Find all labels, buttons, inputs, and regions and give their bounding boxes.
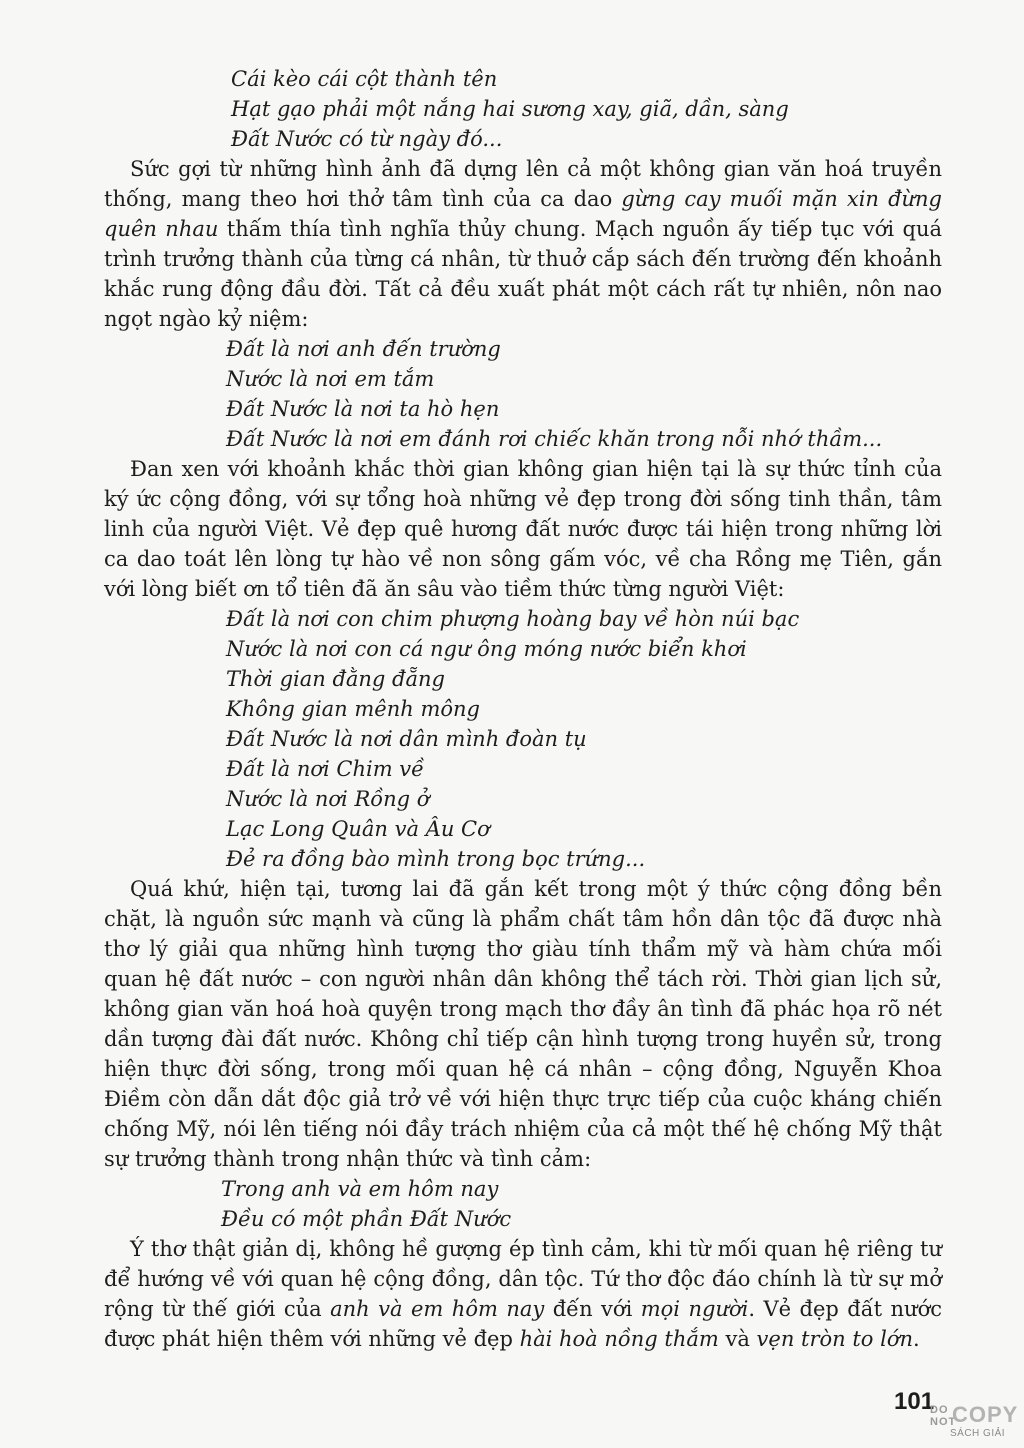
paragraph-italic-phrase: hài hoà nồng thắm <box>519 1327 719 1351</box>
verse-block-2 <box>104 334 942 454</box>
verse-line: Nước là nơi em tắm <box>226 367 435 391</box>
verse-line: Đẻ ra đồng bào mình trong bọc trứng... <box>226 847 646 871</box>
paragraph-3: Quá khứ, hiện tại, tương lai đã gắn kết trong một ý thức cộng đồng bền chặt, là nguồn sức mạnh và cũng là phẩm chất tâm hồn dân tộc đã được nhà thơ lý giải qua những hình tượng thơ giàu tính thẩm mỹ và hàm chứa mối quan hệ đất nước – con người nhân dân không thể tách rời. Thời gian lịch sử, không gian văn hoá hoà quyện trong mạch thơ đầy ân tình đã phác họa rõ nét dần tượng đài đất nước. Không chỉ tiếp cận hình tượng trong huyền sử, trong hiện thực đời sống, trong mối quan hệ cá nhân – cộng đồng, Nguyễn Khoa Điềm còn dẫn dắt độc giả trở về với hiện thực trực tiếp của cuộc kháng chiến chống Mỹ, nói lên tiếng nói đầy trách nhiệm của cả một thế hệ chống Mỹ thật sự trưởng thành trong nhận thức và tình cảm: <box>104 877 942 1171</box>
page-number: 101 <box>894 1388 935 1415</box>
verse-line: Đều có một phần Đất Nước <box>221 1207 512 1231</box>
verse-line: Đất là nơi anh đến trường <box>226 337 501 361</box>
paragraph-italic-phrase: mọi người <box>640 1297 749 1321</box>
watermark-copy: COPY <box>952 1402 1019 1427</box>
verse-line: Đất là nơi Chim về <box>226 757 425 781</box>
verse-line: Không gian mênh mông <box>226 697 480 721</box>
page-content <box>104 64 942 1354</box>
paragraph-italic-phrase: anh và em hôm nay <box>330 1297 545 1321</box>
verse-line: Nước là nơi con cá ngư ông móng nước biển khơi <box>226 637 747 661</box>
paragraph-text: Ý thơ thật giản dị, không hề gượng ép tình cảm, khi từ mối quan hệ riêng tư để hướng về với quan hệ cộng đồng, dân tộc. Tứ thơ độc đáo chính là từ sự mở rộng từ thế giới của <box>104 1237 942 1321</box>
paragraph-italic-phrase: vẹn tròn to lớn <box>756 1327 913 1351</box>
verse-line: Thời gian đằng đẵng <box>226 667 445 691</box>
watermark-logo <box>926 1404 1022 1444</box>
paragraph-text: . Vẻ đẹp đất nước được phát hiện thêm với những vẻ đẹp <box>104 1297 942 1351</box>
verse-line: Đất Nước là nơi em đánh rơi chiếc khăn trong nỗi nhớ thầm... <box>226 427 883 451</box>
verse-line: Đất Nước là nơi ta hò hẹn <box>226 397 500 421</box>
verse-line: Nước là nơi Rồng ở <box>226 787 430 811</box>
verse-line: Hạt gạo phải một nắng hai sương xay, giã, dần, sàng <box>231 97 789 121</box>
paragraph-text: . <box>913 1327 920 1351</box>
paragraph-2: Đan xen với khoảnh khắc thời gian không gian hiện tại là sự thức tỉnh của ký ức cộng đồng, với sự tổng hoà những vẻ đẹp trong đời sống tinh thần, tâm linh của người Việt. Vẻ đẹp quê hương đất nước được tái hiện trong những lời ca dao toát lên lòng tự hào về non sông gấm vóc, về cha Rồng mẹ Tiên, gắn với lòng biết ơn tổ tiên đã ăn sâu vào tiềm thức từng người Việt: <box>104 457 942 601</box>
watermark-brand: SÁCH GIẢI <box>950 1428 1006 1439</box>
verse-line: Trong anh và em hôm nay <box>221 1177 499 1201</box>
verse-block-3 <box>104 604 942 874</box>
verse-line: Đất Nước có từ ngày đó... <box>231 127 503 151</box>
paragraph-1 <box>104 154 942 334</box>
watermark-do: DO <box>930 1404 949 1416</box>
verse-block-1 <box>104 64 942 154</box>
paragraph-italic-quote: gừng cay muối mặn xin đừng quên nhau <box>104 187 943 241</box>
verse-line: Lạc Long Quân và Âu Cơ <box>226 817 490 841</box>
paragraph-text: thấm thía tình nghĩa thủy chung. Mạch nguồn ấy tiếp tục với quá trình trưởng thành của từng cá nhân, từ thuở cắp sách đến trường đến khoảnh khắc rung động đầu đời. Tất cả đều xuất phát một cách rất tự nhiên, nôn nao ngọt ngào kỷ niệm: <box>104 217 942 331</box>
paragraph-4 <box>104 1234 942 1354</box>
verse-block-4 <box>104 1174 942 1234</box>
verse-line: Đất là nơi con chim phượng hoàng bay về hòn núi bạc <box>226 607 800 631</box>
paragraph-text: và <box>718 1327 757 1351</box>
paragraph-text: Sức gợi từ những hình ảnh đã dựng lên cả một không gian văn hoá truyền thống, mang theo hơi thở tâm tình của ca dao <box>104 157 942 211</box>
watermark-not: NOT <box>930 1416 957 1428</box>
paragraph-text: đến với <box>544 1297 641 1321</box>
verse-line: Đất Nước là nơi dân mình đoàn tụ <box>226 727 587 751</box>
verse-line: Cái kèo cái cột thành tên <box>231 67 498 91</box>
